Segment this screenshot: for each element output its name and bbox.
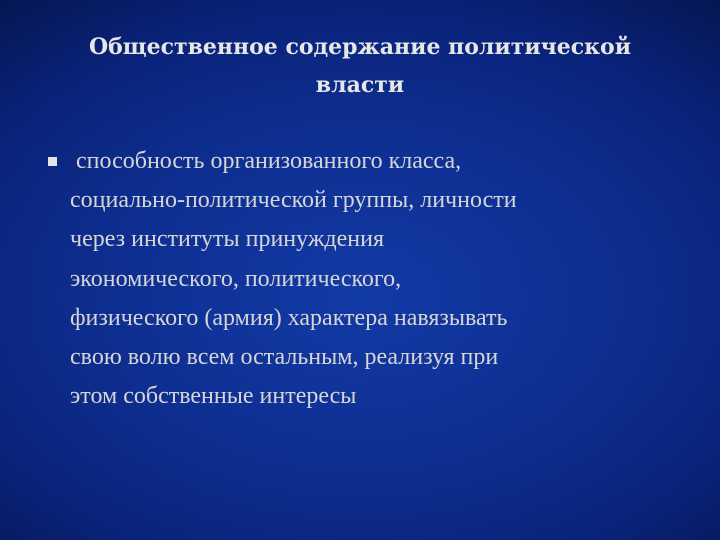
bullet-line-1: способность организованного класса, (70, 148, 462, 174)
bullet-line-6: свою волю всем остальным, реализуя при (70, 344, 499, 371)
bullet-line-7: этом собственные интересы (70, 383, 357, 410)
bullet-line-2: социально-политической группы, личности (70, 187, 517, 214)
bullet-item (44, 142, 664, 416)
bullet-line-4: экономического, политического, (70, 265, 402, 292)
bullet-line-3: через институты принуждения (70, 226, 384, 253)
slide-title (40, 28, 680, 104)
title-line-2: власти (315, 72, 405, 98)
slide-body (44, 142, 664, 416)
bullet-line-5: физического (армия) характера навязывать (70, 304, 508, 331)
square-bullet-icon (48, 157, 57, 166)
title-line-1: Общественное содержание политической (88, 34, 632, 60)
